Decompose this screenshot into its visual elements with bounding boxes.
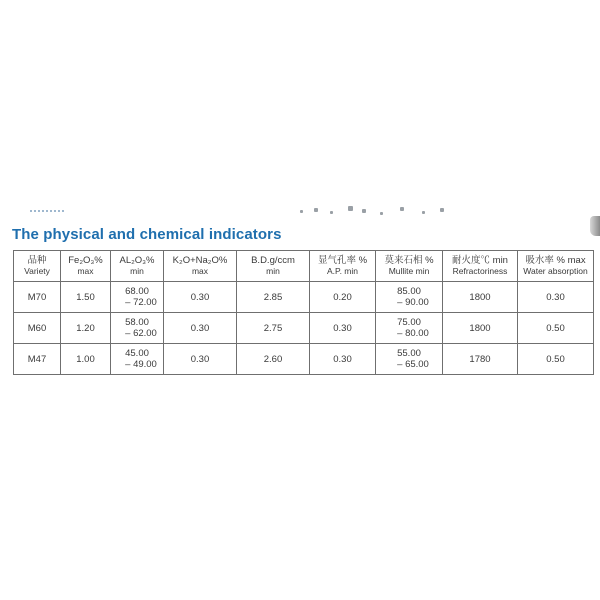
cell-fe2o3: 1.20	[61, 313, 111, 344]
cropped-image-edge	[590, 216, 600, 236]
cell-bulk-density: 2.75	[237, 313, 310, 344]
cell-al2o3: 58.00 – 62.00	[111, 313, 164, 344]
cell-fe2o3: 1.00	[61, 344, 111, 375]
cell-k2o-na2o: 0.30	[164, 344, 237, 375]
header-k2o-na2o: K₂O+Na₂O% max	[164, 251, 237, 282]
cell-refractoriness: 1780	[443, 344, 518, 375]
header-fe2o3: Fe₂O₃% max	[61, 251, 111, 282]
header-water-absorption: 吸水率 % max Water absorption	[518, 251, 594, 282]
cell-mullite: 85.00 – 90.00	[376, 282, 443, 313]
header-refractoriness: 耐火度℃ min Refractoriness	[443, 251, 518, 282]
header-mullite: 莫来石相 % Mullite min	[376, 251, 443, 282]
header-bulk-density: B.D.g/ccm min	[237, 251, 310, 282]
cell-bulk-density: 2.60	[237, 344, 310, 375]
cell-refractoriness: 1800	[443, 313, 518, 344]
cell-water-absorption: 0.30	[518, 282, 594, 313]
cell-mullite: 55.00 – 65.00	[376, 344, 443, 375]
cell-apparent-porosity: 0.30	[310, 344, 376, 375]
cell-water-absorption: 0.50	[518, 313, 594, 344]
cell-water-absorption: 0.50	[518, 344, 594, 375]
cell-al2o3: 68.00 – 72.00	[111, 282, 164, 313]
cell-apparent-porosity: 0.20	[310, 282, 376, 313]
cell-k2o-na2o: 0.30	[164, 282, 237, 313]
section-title: The physical and chemical indicators	[12, 226, 282, 243]
cropped-text-fragment	[30, 210, 64, 218]
table-row	[14, 344, 594, 375]
cell-mullite: 75.00 – 80.00	[376, 313, 443, 344]
table-row	[14, 282, 594, 313]
cell-al2o3: 45.00 – 49.00	[111, 344, 164, 375]
header-variety: 品种 Variety	[14, 251, 61, 282]
cell-k2o-na2o: 0.30	[164, 313, 237, 344]
cell-refractoriness: 1800	[443, 282, 518, 313]
header-apparent-porosity: 显气孔率 % A.P. min	[310, 251, 376, 282]
header-al2o3: AL₂O₃% min	[111, 251, 164, 282]
table-header-row	[14, 251, 594, 282]
cell-variety: M60	[14, 313, 61, 344]
cell-variety: M47	[14, 344, 61, 375]
cell-fe2o3: 1.50	[61, 282, 111, 313]
scan-noise-dots	[300, 206, 450, 218]
cell-apparent-porosity: 0.30	[310, 313, 376, 344]
table-row	[14, 313, 594, 344]
cell-variety: M70	[14, 282, 61, 313]
cell-bulk-density: 2.85	[237, 282, 310, 313]
indicators-table	[13, 250, 594, 375]
